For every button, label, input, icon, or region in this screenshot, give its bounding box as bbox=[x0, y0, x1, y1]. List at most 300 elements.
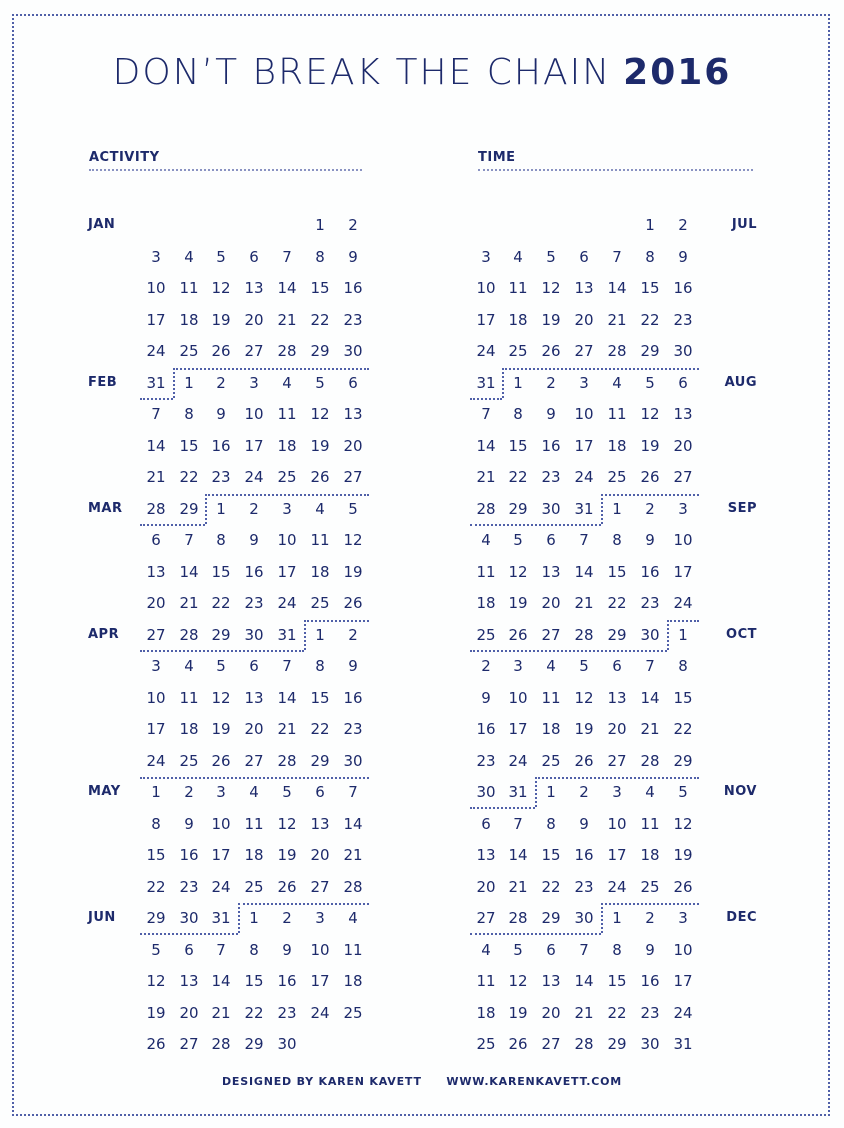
day-cell[interactable]: 12 bbox=[574, 688, 594, 707]
day-cell[interactable]: 9 bbox=[348, 657, 358, 675]
day-cell[interactable]: 1 bbox=[513, 373, 523, 392]
day-cell[interactable]: 5 bbox=[282, 783, 292, 801]
day-cell[interactable]: 27 bbox=[541, 625, 561, 644]
day-cell[interactable]: 9 bbox=[481, 688, 491, 707]
day-cell[interactable]: 3 bbox=[678, 499, 688, 518]
day-cell[interactable]: 12 bbox=[640, 405, 660, 423]
day-cell[interactable]: 10 bbox=[673, 940, 693, 959]
day-cell[interactable]: 10 bbox=[476, 279, 496, 297]
day-cell[interactable]: 2 bbox=[282, 909, 292, 927]
day-cell[interactable]: 23 bbox=[179, 877, 199, 896]
day-cell[interactable]: 19 bbox=[508, 1003, 528, 1022]
day-cell[interactable]: 3 bbox=[678, 909, 688, 927]
day-cell[interactable]: 9 bbox=[579, 814, 589, 833]
day-cell[interactable]: 6 bbox=[612, 657, 622, 675]
day-cell[interactable]: 4 bbox=[184, 247, 194, 266]
day-cell[interactable]: 26 bbox=[508, 625, 528, 644]
day-cell[interactable]: 29 bbox=[310, 342, 330, 360]
day-cell[interactable]: 12 bbox=[541, 279, 561, 297]
day-cell[interactable]: 16 bbox=[476, 720, 496, 738]
day-cell[interactable]: 22 bbox=[541, 877, 561, 896]
day-cell[interactable]: 6 bbox=[184, 940, 194, 959]
day-cell[interactable]: 16 bbox=[541, 436, 561, 455]
day-cell[interactable]: 8 bbox=[184, 405, 194, 423]
day-cell[interactable]: 16 bbox=[640, 972, 660, 990]
day-cell[interactable]: 29 bbox=[508, 499, 528, 518]
day-cell[interactable]: 16 bbox=[277, 972, 297, 990]
day-cell[interactable]: 3 bbox=[216, 783, 226, 801]
day-cell[interactable]: 27 bbox=[146, 625, 166, 644]
day-cell[interactable]: 1 bbox=[645, 216, 655, 234]
day-cell[interactable]: 20 bbox=[541, 594, 561, 612]
day-cell[interactable]: 27 bbox=[541, 1035, 561, 1053]
day-cell[interactable]: 20 bbox=[574, 310, 594, 329]
day-cell[interactable]: 7 bbox=[579, 940, 589, 959]
day-cell[interactable]: 25 bbox=[640, 877, 660, 896]
day-cell[interactable]: 24 bbox=[574, 468, 594, 486]
day-cell[interactable]: 17 bbox=[673, 562, 693, 581]
day-cell[interactable]: 12 bbox=[508, 972, 528, 990]
day-cell[interactable]: 1 bbox=[678, 625, 688, 644]
day-cell[interactable]: 24 bbox=[244, 468, 264, 486]
day-cell[interactable]: 21 bbox=[146, 468, 166, 486]
day-cell[interactable]: 19 bbox=[673, 846, 693, 864]
day-cell[interactable]: 1 bbox=[612, 499, 622, 518]
day-cell[interactable]: 29 bbox=[146, 909, 166, 927]
day-cell[interactable]: 5 bbox=[216, 657, 226, 675]
day-cell[interactable]: 25 bbox=[244, 877, 264, 896]
day-cell[interactable]: 22 bbox=[640, 310, 660, 329]
day-cell[interactable]: 22 bbox=[146, 877, 166, 896]
day-cell[interactable]: 26 bbox=[310, 468, 330, 486]
day-cell[interactable]: 14 bbox=[640, 688, 660, 707]
day-cell[interactable]: 20 bbox=[607, 720, 627, 738]
day-cell[interactable]: 23 bbox=[343, 310, 363, 329]
day-cell[interactable]: 8 bbox=[151, 814, 161, 833]
day-cell[interactable]: 21 bbox=[476, 468, 496, 486]
day-cell[interactable]: 1 bbox=[315, 216, 325, 234]
day-cell[interactable]: 30 bbox=[343, 342, 363, 360]
day-cell[interactable]: 13 bbox=[244, 688, 264, 707]
day-cell[interactable]: 7 bbox=[348, 783, 358, 801]
day-cell[interactable]: 23 bbox=[244, 594, 264, 612]
day-cell[interactable]: 19 bbox=[277, 846, 297, 864]
day-cell[interactable]: 19 bbox=[541, 310, 561, 329]
day-cell[interactable]: 28 bbox=[343, 877, 363, 896]
day-cell[interactable]: 14 bbox=[179, 562, 199, 581]
day-cell[interactable]: 11 bbox=[476, 972, 496, 990]
day-cell[interactable]: 9 bbox=[645, 940, 655, 959]
day-cell[interactable]: 1 bbox=[249, 909, 259, 927]
day-cell[interactable]: 11 bbox=[508, 279, 528, 297]
day-cell[interactable]: 26 bbox=[211, 342, 231, 360]
day-cell[interactable]: 19 bbox=[640, 436, 660, 455]
day-cell[interactable]: 31 bbox=[673, 1035, 693, 1053]
day-cell[interactable]: 18 bbox=[476, 1003, 496, 1022]
day-cell[interactable]: 30 bbox=[277, 1035, 297, 1053]
day-cell[interactable]: 23 bbox=[640, 1003, 660, 1022]
day-cell[interactable]: 31 bbox=[476, 373, 496, 392]
day-cell[interactable]: 13 bbox=[541, 972, 561, 990]
day-cell[interactable]: 24 bbox=[146, 342, 166, 360]
day-cell[interactable]: 28 bbox=[277, 751, 297, 770]
day-cell[interactable]: 29 bbox=[244, 1035, 264, 1053]
day-cell[interactable]: 12 bbox=[211, 688, 231, 707]
day-cell[interactable]: 20 bbox=[343, 436, 363, 455]
day-cell[interactable]: 21 bbox=[640, 720, 660, 738]
day-cell[interactable]: 17 bbox=[574, 436, 594, 455]
day-cell[interactable]: 1 bbox=[546, 783, 556, 801]
day-cell[interactable]: 6 bbox=[348, 373, 358, 392]
day-cell[interactable]: 4 bbox=[315, 499, 325, 518]
day-cell[interactable]: 25 bbox=[179, 342, 199, 360]
day-cell[interactable]: 24 bbox=[211, 877, 231, 896]
day-cell[interactable]: 3 bbox=[151, 657, 161, 675]
day-cell[interactable]: 14 bbox=[476, 436, 496, 455]
day-cell[interactable]: 4 bbox=[612, 373, 622, 392]
day-cell[interactable]: 3 bbox=[282, 499, 292, 518]
day-cell[interactable]: 11 bbox=[541, 688, 561, 707]
day-cell[interactable]: 25 bbox=[476, 1035, 496, 1053]
day-cell[interactable]: 25 bbox=[179, 751, 199, 770]
day-cell[interactable]: 20 bbox=[244, 310, 264, 329]
day-cell[interactable]: 15 bbox=[211, 562, 231, 581]
day-cell[interactable]: 7 bbox=[481, 405, 491, 423]
day-cell[interactable]: 8 bbox=[612, 940, 622, 959]
day-cell[interactable]: 16 bbox=[343, 688, 363, 707]
day-cell[interactable]: 14 bbox=[211, 972, 231, 990]
day-cell[interactable]: 19 bbox=[211, 720, 231, 738]
day-cell[interactable]: 9 bbox=[546, 405, 556, 423]
day-cell[interactable]: 17 bbox=[508, 720, 528, 738]
day-cell[interactable]: 29 bbox=[541, 909, 561, 927]
day-cell[interactable]: 10 bbox=[673, 531, 693, 549]
day-cell[interactable]: 26 bbox=[211, 751, 231, 770]
day-cell[interactable]: 2 bbox=[579, 783, 589, 801]
day-cell[interactable]: 2 bbox=[546, 373, 556, 392]
day-cell[interactable]: 3 bbox=[315, 909, 325, 927]
day-cell[interactable]: 27 bbox=[673, 468, 693, 486]
day-cell[interactable]: 30 bbox=[673, 342, 693, 360]
day-cell[interactable]: 11 bbox=[179, 688, 199, 707]
day-cell[interactable]: 27 bbox=[574, 342, 594, 360]
day-cell[interactable]: 25 bbox=[508, 342, 528, 360]
day-cell[interactable]: 8 bbox=[678, 657, 688, 675]
day-cell[interactable]: 7 bbox=[151, 405, 161, 423]
day-cell[interactable]: 10 bbox=[277, 531, 297, 549]
day-cell[interactable]: 3 bbox=[612, 783, 622, 801]
day-cell[interactable]: 5 bbox=[546, 247, 556, 266]
day-cell[interactable]: 17 bbox=[211, 846, 231, 864]
day-cell[interactable]: 2 bbox=[645, 499, 655, 518]
day-cell[interactable]: 11 bbox=[179, 279, 199, 297]
day-cell[interactable]: 20 bbox=[476, 877, 496, 896]
day-cell[interactable]: 29 bbox=[607, 625, 627, 644]
day-cell[interactable]: 12 bbox=[277, 814, 297, 833]
day-cell[interactable]: 17 bbox=[476, 310, 496, 329]
day-cell[interactable]: 14 bbox=[277, 688, 297, 707]
day-cell[interactable]: 4 bbox=[348, 909, 358, 927]
day-cell[interactable]: 8 bbox=[249, 940, 259, 959]
day-cell[interactable]: 5 bbox=[513, 531, 523, 549]
day-cell[interactable]: 29 bbox=[310, 751, 330, 770]
day-cell[interactable]: 15 bbox=[146, 846, 166, 864]
day-cell[interactable]: 25 bbox=[476, 625, 496, 644]
day-cell[interactable]: 15 bbox=[310, 279, 330, 297]
day-cell[interactable]: 12 bbox=[310, 405, 330, 423]
day-cell[interactable]: 23 bbox=[476, 751, 496, 770]
day-cell[interactable]: 4 bbox=[282, 373, 292, 392]
day-cell[interactable]: 13 bbox=[476, 846, 496, 864]
day-cell[interactable]: 6 bbox=[579, 247, 589, 266]
day-cell[interactable]: 9 bbox=[216, 405, 226, 423]
day-cell[interactable]: 15 bbox=[607, 972, 627, 990]
day-cell[interactable]: 6 bbox=[249, 657, 259, 675]
day-cell[interactable]: 18 bbox=[343, 972, 363, 990]
day-cell[interactable]: 25 bbox=[541, 751, 561, 770]
day-cell[interactable]: 26 bbox=[574, 751, 594, 770]
day-cell[interactable]: 12 bbox=[673, 814, 693, 833]
day-cell[interactable]: 18 bbox=[508, 310, 528, 329]
day-cell[interactable]: 11 bbox=[244, 814, 264, 833]
day-cell[interactable]: 28 bbox=[508, 909, 528, 927]
day-cell[interactable]: 27 bbox=[476, 909, 496, 927]
day-cell[interactable]: 16 bbox=[640, 562, 660, 581]
day-cell[interactable]: 12 bbox=[211, 279, 231, 297]
day-cell[interactable]: 5 bbox=[678, 783, 688, 801]
day-cell[interactable]: 19 bbox=[343, 562, 363, 581]
day-cell[interactable]: 15 bbox=[607, 562, 627, 581]
day-cell[interactable]: 21 bbox=[574, 1003, 594, 1022]
day-cell[interactable]: 30 bbox=[640, 1035, 660, 1053]
day-cell[interactable]: 4 bbox=[184, 657, 194, 675]
day-cell[interactable]: 2 bbox=[481, 657, 491, 675]
day-cell[interactable]: 14 bbox=[574, 562, 594, 581]
day-cell[interactable]: 30 bbox=[343, 751, 363, 770]
day-cell[interactable]: 15 bbox=[673, 688, 693, 707]
day-cell[interactable]: 16 bbox=[179, 846, 199, 864]
day-cell[interactable]: 16 bbox=[211, 436, 231, 455]
day-cell[interactable]: 2 bbox=[348, 216, 358, 234]
day-cell[interactable]: 17 bbox=[277, 562, 297, 581]
day-cell[interactable]: 14 bbox=[508, 846, 528, 864]
day-cell[interactable]: 4 bbox=[546, 657, 556, 675]
day-cell[interactable]: 21 bbox=[277, 310, 297, 329]
day-cell[interactable]: 29 bbox=[673, 751, 693, 770]
day-cell[interactable]: 28 bbox=[211, 1035, 231, 1053]
day-cell[interactable]: 29 bbox=[640, 342, 660, 360]
day-cell[interactable]: 25 bbox=[607, 468, 627, 486]
day-cell[interactable]: 10 bbox=[574, 405, 594, 423]
day-cell[interactable]: 26 bbox=[541, 342, 561, 360]
day-cell[interactable]: 16 bbox=[574, 846, 594, 864]
day-cell[interactable]: 25 bbox=[343, 1003, 363, 1022]
day-cell[interactable]: 5 bbox=[579, 657, 589, 675]
day-cell[interactable]: 18 bbox=[277, 436, 297, 455]
day-cell[interactable]: 11 bbox=[640, 814, 660, 833]
day-cell[interactable]: 15 bbox=[310, 688, 330, 707]
day-cell[interactable]: 28 bbox=[607, 342, 627, 360]
day-cell[interactable]: 23 bbox=[574, 877, 594, 896]
day-cell[interactable]: 4 bbox=[249, 783, 259, 801]
day-cell[interactable]: 3 bbox=[513, 657, 523, 675]
day-cell[interactable]: 23 bbox=[640, 594, 660, 612]
day-cell[interactable]: 2 bbox=[348, 625, 358, 644]
day-cell[interactable]: 21 bbox=[179, 594, 199, 612]
day-cell[interactable]: 13 bbox=[244, 279, 264, 297]
day-cell[interactable]: 28 bbox=[574, 1035, 594, 1053]
day-cell[interactable]: 22 bbox=[508, 468, 528, 486]
day-cell[interactable]: 28 bbox=[179, 625, 199, 644]
day-cell[interactable]: 14 bbox=[146, 436, 166, 455]
day-cell[interactable]: 24 bbox=[673, 1003, 693, 1022]
day-cell[interactable]: 5 bbox=[513, 940, 523, 959]
day-cell[interactable]: 5 bbox=[348, 499, 358, 518]
day-cell[interactable]: 25 bbox=[310, 594, 330, 612]
day-cell[interactable]: 18 bbox=[179, 720, 199, 738]
day-cell[interactable]: 14 bbox=[574, 972, 594, 990]
day-cell[interactable]: 8 bbox=[513, 405, 523, 423]
day-cell[interactable]: 23 bbox=[673, 310, 693, 329]
day-cell[interactable]: 20 bbox=[179, 1003, 199, 1022]
day-cell[interactable]: 6 bbox=[481, 814, 491, 833]
day-cell[interactable]: 7 bbox=[612, 247, 622, 266]
day-cell[interactable]: 28 bbox=[476, 499, 496, 518]
day-cell[interactable]: 24 bbox=[146, 751, 166, 770]
day-cell[interactable]: 21 bbox=[277, 720, 297, 738]
day-cell[interactable]: 14 bbox=[607, 279, 627, 297]
day-cell[interactable]: 13 bbox=[343, 405, 363, 423]
day-cell[interactable]: 1 bbox=[184, 373, 194, 392]
day-cell[interactable]: 22 bbox=[310, 720, 330, 738]
day-cell[interactable]: 24 bbox=[673, 594, 693, 612]
day-cell[interactable]: 21 bbox=[607, 310, 627, 329]
day-cell[interactable]: 19 bbox=[574, 720, 594, 738]
day-cell[interactable]: 13 bbox=[574, 279, 594, 297]
day-cell[interactable]: 12 bbox=[343, 531, 363, 549]
day-cell[interactable]: 8 bbox=[216, 531, 226, 549]
day-cell[interactable]: 4 bbox=[645, 783, 655, 801]
day-cell[interactable]: 19 bbox=[310, 436, 330, 455]
day-cell[interactable]: 19 bbox=[146, 1003, 166, 1022]
day-cell[interactable]: 26 bbox=[277, 877, 297, 896]
day-cell[interactable]: 2 bbox=[249, 499, 259, 518]
day-cell[interactable]: 17 bbox=[310, 972, 330, 990]
day-cell[interactable]: 22 bbox=[310, 310, 330, 329]
website-link[interactable]: WWW.KARENKAVETT.COM bbox=[446, 1075, 622, 1088]
day-cell[interactable]: 31 bbox=[211, 909, 231, 927]
day-cell[interactable]: 5 bbox=[216, 247, 226, 266]
day-cell[interactable]: 20 bbox=[541, 1003, 561, 1022]
day-cell[interactable]: 22 bbox=[607, 594, 627, 612]
day-cell[interactable]: 15 bbox=[179, 436, 199, 455]
day-cell[interactable]: 2 bbox=[216, 373, 226, 392]
day-cell[interactable]: 20 bbox=[310, 846, 330, 864]
day-cell[interactable]: 13 bbox=[673, 405, 693, 423]
day-cell[interactable]: 4 bbox=[513, 247, 523, 266]
day-cell[interactable]: 31 bbox=[277, 625, 297, 644]
day-cell[interactable]: 9 bbox=[282, 940, 292, 959]
day-cell[interactable]: 13 bbox=[607, 688, 627, 707]
day-cell[interactable]: 27 bbox=[179, 1035, 199, 1053]
day-cell[interactable]: 10 bbox=[146, 688, 166, 707]
day-cell[interactable]: 30 bbox=[244, 625, 264, 644]
day-cell[interactable]: 18 bbox=[640, 846, 660, 864]
day-cell[interactable]: 10 bbox=[310, 940, 330, 959]
day-cell[interactable]: 28 bbox=[574, 625, 594, 644]
day-cell[interactable]: 13 bbox=[179, 972, 199, 990]
day-cell[interactable]: 6 bbox=[151, 531, 161, 549]
activity-field-line[interactable] bbox=[89, 169, 362, 171]
day-cell[interactable]: 16 bbox=[244, 562, 264, 581]
day-cell[interactable]: 3 bbox=[579, 373, 589, 392]
day-cell[interactable]: 18 bbox=[541, 720, 561, 738]
day-cell[interactable]: 7 bbox=[184, 531, 194, 549]
day-cell[interactable]: 24 bbox=[607, 877, 627, 896]
day-cell[interactable]: 27 bbox=[607, 751, 627, 770]
day-cell[interactable]: 19 bbox=[211, 310, 231, 329]
day-cell[interactable]: 23 bbox=[277, 1003, 297, 1022]
day-cell[interactable]: 26 bbox=[508, 1035, 528, 1053]
day-cell[interactable]: 5 bbox=[645, 373, 655, 392]
day-cell[interactable]: 1 bbox=[216, 499, 226, 518]
day-cell[interactable]: 24 bbox=[310, 1003, 330, 1022]
day-cell[interactable]: 24 bbox=[277, 594, 297, 612]
day-cell[interactable]: 21 bbox=[574, 594, 594, 612]
day-cell[interactable]: 3 bbox=[249, 373, 259, 392]
day-cell[interactable]: 11 bbox=[476, 562, 496, 581]
day-cell[interactable]: 27 bbox=[244, 751, 264, 770]
day-cell[interactable]: 21 bbox=[211, 1003, 231, 1022]
day-cell[interactable]: 18 bbox=[310, 562, 330, 581]
day-cell[interactable]: 2 bbox=[184, 783, 194, 801]
day-cell[interactable]: 6 bbox=[315, 783, 325, 801]
day-cell[interactable]: 27 bbox=[343, 468, 363, 486]
day-cell[interactable]: 14 bbox=[343, 814, 363, 833]
day-cell[interactable]: 16 bbox=[673, 279, 693, 297]
day-cell[interactable]: 6 bbox=[678, 373, 688, 392]
day-cell[interactable]: 1 bbox=[612, 909, 622, 927]
day-cell[interactable]: 26 bbox=[343, 594, 363, 612]
day-cell[interactable]: 18 bbox=[179, 310, 199, 329]
day-cell[interactable]: 13 bbox=[541, 562, 561, 581]
day-cell[interactable]: 7 bbox=[513, 814, 523, 833]
day-cell[interactable]: 7 bbox=[579, 531, 589, 549]
day-cell[interactable]: 9 bbox=[678, 247, 688, 266]
day-cell[interactable]: 24 bbox=[476, 342, 496, 360]
day-cell[interactable]: 7 bbox=[282, 247, 292, 266]
day-cell[interactable]: 10 bbox=[607, 814, 627, 833]
day-cell[interactable]: 7 bbox=[282, 657, 292, 675]
day-cell[interactable]: 9 bbox=[645, 531, 655, 549]
day-cell[interactable]: 11 bbox=[310, 531, 330, 549]
day-cell[interactable]: 9 bbox=[249, 531, 259, 549]
day-cell[interactable]: 15 bbox=[244, 972, 264, 990]
day-cell[interactable]: 17 bbox=[673, 972, 693, 990]
day-cell[interactable]: 21 bbox=[508, 877, 528, 896]
day-cell[interactable]: 5 bbox=[315, 373, 325, 392]
day-cell[interactable]: 15 bbox=[640, 279, 660, 297]
day-cell[interactable]: 13 bbox=[310, 814, 330, 833]
day-cell[interactable]: 27 bbox=[310, 877, 330, 896]
day-cell[interactable]: 4 bbox=[481, 940, 491, 959]
day-cell[interactable]: 29 bbox=[607, 1035, 627, 1053]
day-cell[interactable]: 6 bbox=[249, 247, 259, 266]
day-cell[interactable]: 17 bbox=[146, 310, 166, 329]
day-cell[interactable]: 10 bbox=[211, 814, 231, 833]
day-cell[interactable]: 22 bbox=[244, 1003, 264, 1022]
day-cell[interactable]: 31 bbox=[146, 373, 166, 392]
